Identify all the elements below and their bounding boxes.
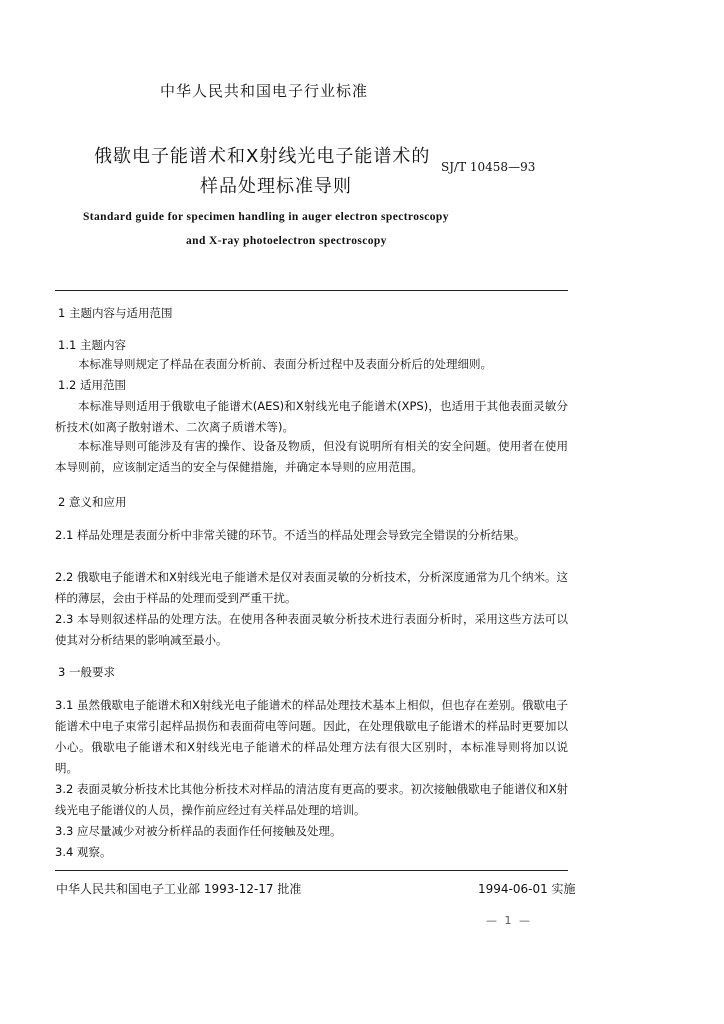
english-title-line-2: and X-ray photoelectron spectroscopy bbox=[186, 235, 387, 247]
section-1-heading: 1 主题内容与适用范围 bbox=[58, 306, 173, 320]
section-2-2-text: 2.2 俄歇电子能谱术和X射线光电子能谱术是仅对表面灵敏的分析技术，分析深度通常为几个纳米。这样的薄层，会由于样品的处理而受到严重干扰。 bbox=[55, 570, 568, 605]
section-1-1-heading: 1.1 主题内容 bbox=[58, 338, 126, 352]
section-3-heading: 3 一般要求 bbox=[58, 665, 115, 679]
section-1-2-text-2: 本标准导则可能涉及有害的操作、设备及物质，但没有说明所有相关的安全问题。使用者在使用本导则前，应该制定适当的安全与保健措施，并确定本导则的应用范围。 bbox=[55, 439, 568, 474]
issuer-header: 中华人民共和国电子行业标准 bbox=[160, 82, 369, 100]
title-line-1: 俄歇电子能谱术和X射线光电子能谱术的 bbox=[94, 146, 431, 167]
section-3-2-text: 3.2 表面灵敏分析技术比其他分析技术对样品的清洁度有更高的要求。初次接触俄歇电子能谱仪和X射线光电子能谱仪的人员，操作前应经过有关样品处理的培训。 bbox=[55, 782, 568, 817]
section-2-1-text: 2.1 样品处理是表面分析中非常关键的环节。不适当的样品处理会导致完全错误的分析结果。 bbox=[55, 528, 526, 542]
top-divider bbox=[55, 290, 568, 291]
approval-line: 中华人民共和国电子工业部 1993-12-17 批准 bbox=[56, 882, 302, 896]
section-1-1-text: 本标准导则规定了样品在表面分析前、表面分析过程中及表面分析后的处理细则。 bbox=[78, 357, 492, 371]
page-number: — 1 — bbox=[486, 914, 532, 927]
section-2-heading: 2 意义和应用 bbox=[58, 495, 127, 509]
bottom-divider bbox=[55, 870, 568, 871]
section-3-3-text: 3.3 应尽量减少对被分析样品的表面作任何接触及处理。 bbox=[55, 824, 342, 838]
standard-number: SJ/T 10458—93 bbox=[441, 160, 536, 174]
section-3-4-text: 3.4 观察。 bbox=[55, 845, 112, 859]
title-line-2: 样品处理标准导则 bbox=[200, 176, 352, 197]
section-2-3-text: 2.3 本导则叙述样品的处理方法。在使用各种表面灵敏分析技术进行表面分析时，采用这些方法可以使其对分析结果的影响减至最小。 bbox=[55, 612, 568, 647]
english-title-line-1: Standard guide for specimen handling in auger electron spectroscopy bbox=[83, 211, 449, 223]
implementation-date: 1994-06-01 实施 bbox=[478, 882, 576, 896]
section-1-2-heading: 1.2 适用范围 bbox=[58, 378, 126, 392]
section-1-2-text-1: 本标准导则适用于俄歇电子能谱术(AES)和X射线光电子能谱术(XPS)，也适用于其他表面灵敏分析技术(如离子散射谱术、二次离子质谱术等)。 bbox=[55, 399, 568, 434]
section-3-1-text: 3.1 虽然俄歇电子能谱术和X射线光电子能谱术的样品处理技术基本上相似，但也存在差别。俄歇电子能谱术中电子束常引起样品损伤和表面荷电等问题。因此，在处理俄歇电子能谱术的样品时更要加以小心。俄歇电子能谱术和X射线光电子能谱术的样品处理方法有很大区别时，本标准导则将加以说明。 bbox=[55, 698, 568, 775]
